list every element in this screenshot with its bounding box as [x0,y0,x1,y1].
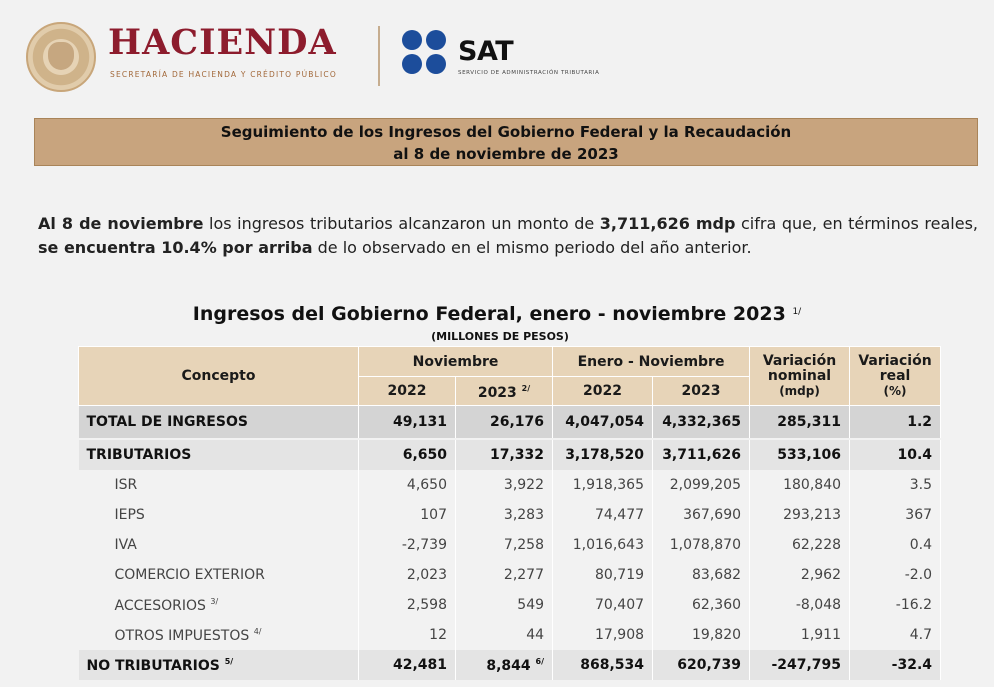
cell-value: 0.4 [909,537,933,553]
cell-value: 3,711,626 [662,447,742,463]
header-noviembre: Noviembre [359,347,553,377]
cell-var-nom [750,470,850,500]
summary-paragraph [38,212,978,260]
header-var-nom-line2: nominal [767,367,832,384]
table-row [79,590,941,620]
cell-nov2023 [456,620,553,650]
cell-en2022 [553,590,653,620]
cell-nov2023 [456,439,553,470]
header-var-real-line1: Variación [858,352,932,369]
sat-logo-icon [402,30,450,78]
cell-en2023 [653,560,750,590]
cell-var-nom [750,590,850,620]
cell-var-nom [750,530,850,560]
cell-var-real [850,500,941,530]
table-row [79,560,941,590]
header-nov-2023 [456,377,553,406]
cell-value: 367,690 [683,507,742,523]
cell-value: 1,016,643 [572,537,645,553]
cell-concepto [79,590,359,620]
national-seal-icon [26,22,96,92]
header-nov-2023-text: 2023 [477,385,517,401]
cell-value: 17,332 [489,447,545,463]
cell-en2023 [653,406,750,440]
cell-en2023 [653,590,750,620]
cell-note: 6/ [535,656,545,666]
table-title-text: Ingresos del Gobierno Federal, enero - noviembre 2023 [192,303,786,325]
cell-var-nom [750,650,850,680]
cell-nov2022 [359,439,456,470]
cell-var-real [850,406,941,440]
header-variacion-real [850,347,941,406]
cell-concepto [79,560,359,590]
cell-nov2023 [456,590,553,620]
table-title [0,303,994,325]
cell-en2022 [553,620,653,650]
cell-var-nom [750,406,850,440]
concepto-label: ISR [114,477,138,493]
table-body [79,406,941,681]
cell-value: 70,407 [595,597,645,613]
cell-concepto [79,530,359,560]
table-units: (MILLONES DE PESOS) [431,330,569,343]
cell-value: 3,922 [503,477,545,493]
cell-value: 1,078,870 [669,537,742,553]
cell-var-real [850,620,941,650]
cell-value: 83,682 [692,567,742,583]
cell-value: 26,176 [489,414,545,430]
cell-value: 2,277 [503,567,545,583]
cell-en2023 [653,439,750,470]
cell-value: 49,131 [392,414,447,430]
cell-var-real [850,590,941,620]
cell-value: 4,650 [406,477,447,493]
cell-concepto [79,406,359,440]
cell-value: 7,258 [503,537,545,553]
table-row [79,620,941,650]
paragraph-text-1: los ingresos tributarios alcanzaron un monto de [203,214,600,233]
cell-concepto [79,470,359,500]
table-row [79,470,941,500]
banner-line-2: al 8 de noviembre de 2023 [393,145,619,163]
header-concepto: Concepto [79,347,359,406]
concepto-label: IEPS [114,507,145,523]
table-row [79,500,941,530]
cell-var-real [850,560,941,590]
header-var-nom-line1: Variación [762,352,837,369]
cell-value: 2,962 [800,567,842,583]
cell-nov2022 [359,500,456,530]
cell-value: -247,795 [771,657,842,673]
concepto-label: TRIBUTARIOS [86,447,192,463]
concepto-note: 3/ [210,596,219,606]
cell-value: 3,283 [503,507,545,523]
cell-nov2023 [456,406,553,440]
cell-value: 17,908 [595,627,645,643]
cell-concepto [79,650,359,680]
concepto-label: NO TRIBUTARIOS [86,657,220,674]
cell-value: -2,739 [401,537,447,553]
cell-value: 62,360 [692,597,742,613]
concepto-label: OTROS IMPUESTOS [114,627,250,644]
cell-value: 62,228 [792,537,842,553]
header-nov-2023-note: 2/ [521,384,531,393]
cell-value: 367 [905,507,933,523]
cell-value: 2,598 [406,597,447,613]
cell-value: -2.0 [904,567,933,583]
concepto-label: TOTAL DE INGRESOS [86,414,248,430]
cell-value: 42,481 [392,657,447,673]
cell-en2023 [653,530,750,560]
cell-nov2022 [359,470,456,500]
table-row [79,530,941,560]
cell-nov2023 [456,530,553,560]
cell-value: 868,534 [580,657,645,673]
cell-en2023 [653,500,750,530]
cell-en2022 [553,470,653,500]
cell-nov2022 [359,560,456,590]
table-row [79,650,941,680]
cell-nov2022 [359,530,456,560]
cell-value: 285,311 [777,414,842,430]
header-var-real-line3: (%) [883,383,907,398]
cell-nov2022 [359,650,456,680]
header-en-2023: 2023 [653,377,750,406]
cell-value: 107 [420,507,447,523]
revenue-table [78,346,941,680]
cell-value: 180,840 [783,477,842,493]
cell-value: 4.7 [909,627,933,643]
cell-value: 1.2 [907,414,933,430]
cell-nov2023 [456,560,553,590]
cell-en2022 [553,500,653,530]
cell-concepto [79,500,359,530]
hacienda-logo-title: HACIENDA [108,22,337,63]
cell-concepto [79,439,359,470]
paragraph-text-3: de lo observado en el mismo periodo del año anterior. [312,238,752,257]
cell-value: 6,650 [402,447,447,463]
table-row [79,439,941,470]
cell-value: 3,178,520 [565,447,645,463]
sat-logo-title: SAT [458,36,514,67]
cell-value: 4,047,054 [565,414,645,430]
logo-divider [378,26,380,86]
concepto-note: 5/ [224,656,234,666]
cell-value: -32.4 [891,657,933,673]
header-variacion-nominal [750,347,850,406]
cell-en2023 [653,650,750,680]
cell-value: 533,106 [777,447,842,463]
cell-concepto [79,620,359,650]
paragraph-amount: 3,711,626 mdp [599,214,736,233]
cell-var-nom [750,560,850,590]
cell-en2022 [553,560,653,590]
cell-var-real [850,530,941,560]
header-var-nom-line3: (mdp) [779,383,820,398]
cell-value: 19,820 [692,627,742,643]
concepto-label: ACCESORIOS [114,597,206,614]
title-banner [34,118,978,166]
table-row [79,406,941,440]
cell-en2023 [653,620,750,650]
cell-value: 8,844 [486,657,531,674]
cell-value: 293,213 [783,507,842,523]
cell-nov2022 [359,590,456,620]
concepto-note: 4/ [253,626,262,636]
paragraph-text-2: cifra que, en términos reales, [735,214,978,233]
paragraph-increase: se encuentra 10.4% por arriba [38,238,313,257]
header-var-real-line2: real [879,367,911,384]
cell-en2022 [553,439,653,470]
concepto-label: COMERCIO EXTERIOR [114,567,265,583]
cell-value: 2,099,205 [669,477,742,493]
cell-value: 4,332,365 [662,414,742,430]
cell-value: 1,911 [800,627,842,643]
cell-var-nom [750,439,850,470]
cell-value: 12 [429,627,447,643]
cell-value: 620,739 [677,657,742,673]
cell-nov2022 [359,620,456,650]
cell-nov2023 [456,470,553,500]
table-title-note: 1/ [792,307,802,317]
cell-value: -16.2 [895,597,933,613]
cell-var-real [850,650,941,680]
header-enero-noviembre: Enero - Noviembre [553,347,750,377]
cell-value: -8,048 [795,597,842,613]
header [26,14,666,94]
cell-en2022 [553,530,653,560]
concepto-label: IVA [114,537,137,553]
cell-en2023 [653,470,750,500]
cell-value: 1,918,365 [572,477,645,493]
cell-var-nom [750,500,850,530]
cell-en2022 [553,650,653,680]
header-nov-2022: 2022 [359,377,456,406]
cell-var-real [850,439,941,470]
cell-value: 44 [526,627,545,643]
cell-value: 549 [517,597,545,613]
cell-value: 2,023 [406,567,447,583]
cell-nov2023 [456,650,553,680]
cell-value: 10.4 [897,447,933,463]
cell-var-real [850,470,941,500]
paragraph-date: Al 8 de noviembre [38,214,204,233]
sat-logo-subtitle: SERVICIO DE ADMINISTRACIÓN TRIBUTARIA [458,70,600,76]
cell-value: 80,719 [595,567,645,583]
banner-line-1: Seguimiento de los Ingresos del Gobierno Federal y la Recaudación [220,123,792,141]
cell-nov2023 [456,500,553,530]
header-en-2022: 2022 [553,377,653,406]
revenue-table-wrap [78,346,940,680]
cell-en2022 [553,406,653,440]
hacienda-logo-subtitle: SECRETARÍA DE HACIENDA Y CRÉDITO PÚBLICO [110,70,337,79]
cell-nov2022 [359,406,456,440]
cell-var-nom [750,620,850,650]
cell-value: 3.5 [909,477,933,493]
cell-value: 74,477 [595,507,645,523]
